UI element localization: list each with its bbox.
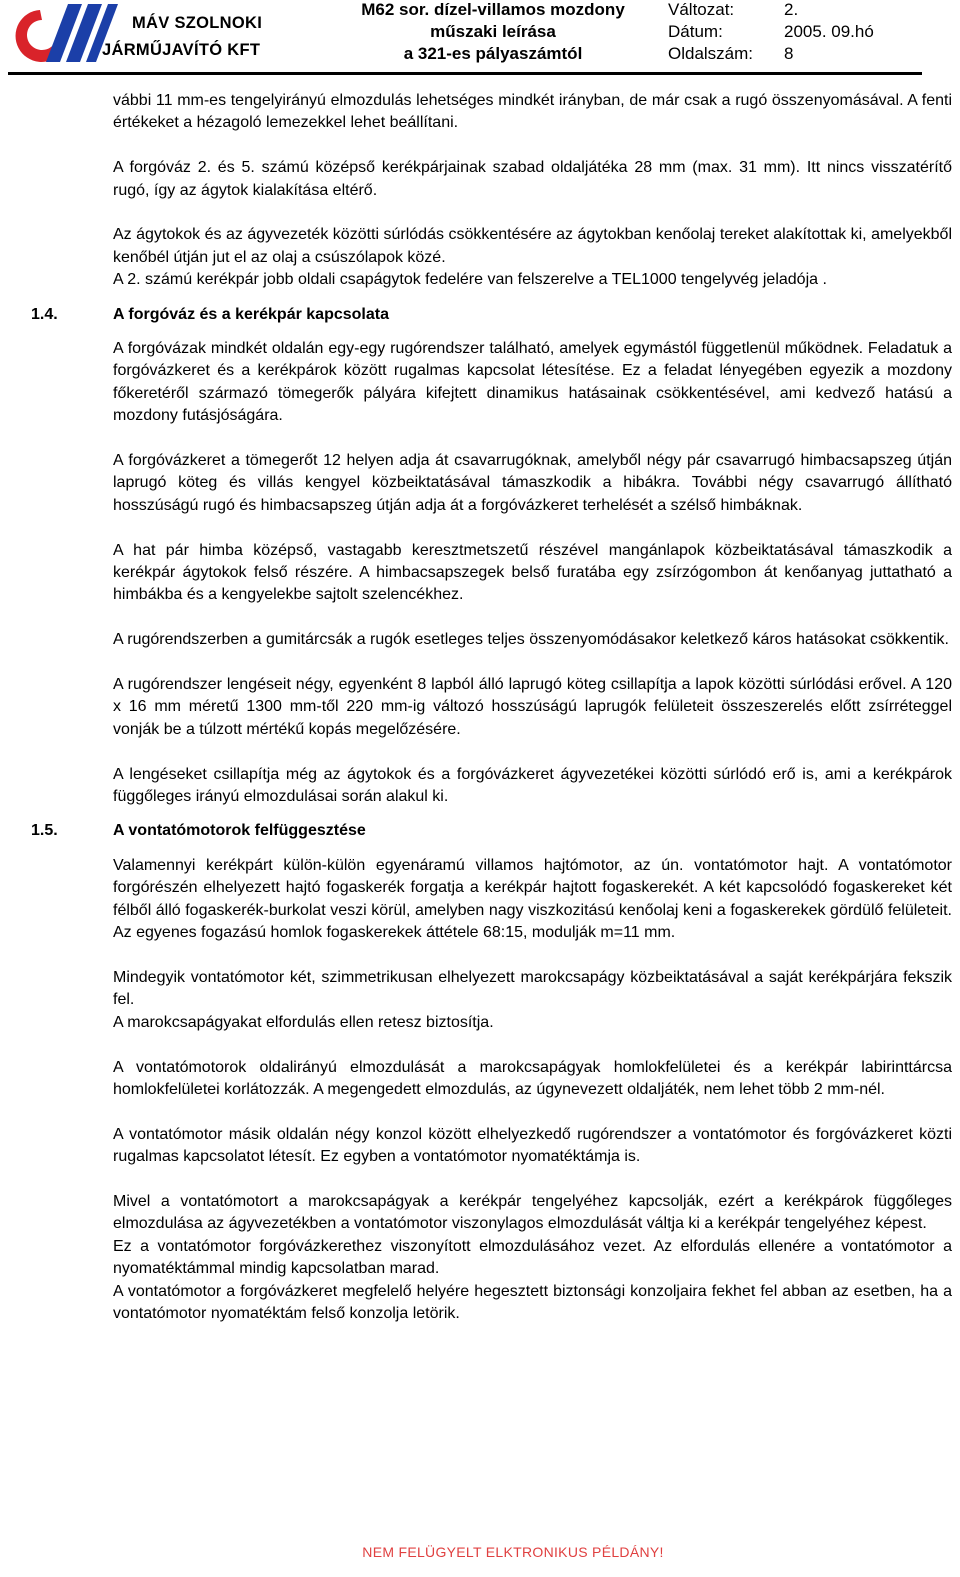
title-line-2: műszaki leírása bbox=[430, 22, 556, 41]
page-header bbox=[8, 0, 922, 75]
meta-label: Dátum: bbox=[668, 22, 723, 41]
paragraph: Mivel a vontatómotort a marokcsapágyak a kerékpár tengelyéhez kapcsolják, ezért a kerékpárok függőleges elmozdulása az ágyvezetékben a vontatómotor viszonylagos elmozdulását váltja ki a kerékpár tengelyéhez képest. bbox=[113, 1192, 952, 1233]
paragraph: A rugórendszerben a gumitárcsák a rugók esetleges teljes összenyomódásakor keletkező káros hatásokat csökkentik. bbox=[113, 631, 949, 649]
meta-label: Oldalszám: bbox=[668, 44, 754, 63]
section-heading-1-4 bbox=[31, 304, 952, 326]
section-number: 1.4. bbox=[31, 305, 58, 323]
meta-date bbox=[668, 21, 874, 43]
meta-value: 2. bbox=[784, 0, 799, 19]
paragraph: A forgóváz 2. és 5. számú középső kerékpárjainak szabad oldaljátéka 28 mm (max. 31 mm). Itt nincs visszatérítő rugó, így az ágytok kialakítása eltérő. bbox=[113, 159, 952, 199]
company-line-1: MÁV SZOLNOKI bbox=[132, 14, 263, 32]
section-number: 1.5. bbox=[31, 822, 58, 840]
paragraph: A hat pár himba középső, vastagabb keresztmetszetű részével mangánlapok közbeiktatásával támaszkodik a kerékpár ágytokok felső részére. A himbacsapszegek belső furatába egy zsírzógombon át kenőanyag juttatható a himbákba és a kengyelekbe sajtolt szelencékhez. bbox=[113, 541, 952, 604]
document-meta bbox=[668, 0, 874, 65]
paragraph: A vontatómotor másik oldalán négy konzol között elhelyezkedő rugórendszer a vontatómotor és forgóvázkeret közti rugalmas kapcsolatot létesít. Ez egyben a vontatómotor nyomatéktámja is. bbox=[113, 1125, 952, 1166]
paragraph: A forgóvázkeret a tömegerőt 12 helyen adja át csavarrugóknak, amelyből négy pár csavarrugó himbacsapszeg útján laprugó köteg és villás kengyel közbeiktatásával támaszkodik a hibákra. További négy csavarrugó állítható hosszúságú rugó és himbacsapszeg útján adja át a forgóvázkeret terhelését a szélső himbáknak. bbox=[113, 452, 952, 514]
paragraph: Az ágytokok és az ágyvezeték közötti súrlódás csökkentésére az ágytokban kenőolaj tereket alakítottak ki, amelyekből kenőbél útján jut el az olaj a csúszólapok közé. bbox=[113, 226, 952, 266]
title-line-3: a 321-es pályaszámtól bbox=[403, 44, 583, 63]
company-name bbox=[102, 10, 282, 64]
meta-version bbox=[668, 0, 874, 21]
paragraph: A lengéseket csillapítja még az ágytokok és a forgóvázkeret ágyvezetékei közötti súrlódó erő is, ami a kerékpárok függőleges irányú elmozdulásai során alakul ki. bbox=[113, 765, 952, 806]
section-title: A vontatómotorok felfüggesztése bbox=[113, 822, 366, 840]
paragraph: Valamennyi kerékpárt külön-külön egyenáramú villamos hajtómotor, az ún. vontatómotor hajt. A vontatómotor forgórészén elhelyezett hajtó fogaskerék forgatja a kerékpár hajtott fogaskerekét. A két kapcsolódó fogaskereket két félből álló fogaskerék-burkolat veszi körül, amelyben nagy viszkozitású kenőolaj keni a fogaskerekek gördülő felületeit. Az egyenes fogazású homlok fogaskerekek áttétele 68:15, modulják m=11 mm. bbox=[113, 856, 952, 942]
paragraph: A 2. számú kerékpár jobb oldali csapágytok fedelére van felszerelve a TEL1000 tengelyvég jeladója . bbox=[113, 271, 827, 289]
uncontrolled-copy-watermark: NEM FELÜGYELT ELKTRONIKUS PÉLDÁNY! bbox=[362, 1544, 664, 1560]
section-heading-1-5 bbox=[31, 820, 952, 842]
paragraph: A forgóvázak mindkét oldalán egy-egy rugórendszer található, amelyek egymástól függetlenül működnek. Feladatuk a forgóvázkeret és a kerékpárok között rugalmas kapcsolat létesítése. Ez a feladat lényegében egyezik a mozdony főkeretéről származó tömegerők pályára kifejtett dinamikus hatásainak csökkentésével, ami kedvező hatású a mozdony futásjóságára. bbox=[113, 340, 952, 425]
paragraph: A marokcsapágyakat elfordulás ellen retesz biztosítja. bbox=[113, 1013, 494, 1031]
meta-value: 2005. 09.hó bbox=[784, 22, 874, 41]
title-line-1: M62 sor. dízel-villamos mozdony bbox=[361, 0, 625, 19]
meta-page bbox=[668, 43, 874, 65]
section-title: A forgóváz és a kerékpár kapcsolata bbox=[113, 305, 389, 323]
meta-value: 8 bbox=[784, 44, 794, 63]
paragraph: A rugórendszer lengéseit négy, egyenként 8 lapból álló laprugó köteg csillapítja a lapok közötti súrlódási erővel. A 120 x 16 mm méretű 1300 mm-től 220 mm-ig változó hosszúságú laprugók felületeit összeszerelés előtt zsírréteggel vonják be a túlzott mértékű kopás megelőzésére. bbox=[113, 676, 952, 738]
document-title bbox=[333, 0, 653, 65]
paragraph: Mindegyik vontatómotor két, szimmetrikusan elhelyezett marokcsapágy közbeiktatásával a saját kerékpárjára fekszik fel. bbox=[113, 968, 952, 1009]
meta-label: Változat: bbox=[668, 0, 735, 19]
paragraph: vábbi 11 mm-es tengelyirányú elmozdulás lehetséges mindkét irányban, de már csak a rugó összenyomásával. A fenti értékeket a hézagoló lemezekkel lehet beállítani. bbox=[113, 92, 952, 132]
document-body bbox=[0, 90, 960, 1325]
paragraph: A vontatómotorok oldalirányú elmozdulását a marokcsapágyak homlokfelületei és a kerékpár labirinttárcsa homlokfelületei korlátozzák. A megengedett elmozdulás, az úgynevezett oldaljáték, nem lehet több 2 mm-nél. bbox=[113, 1058, 952, 1098]
paragraph: Ez a vontatómotor forgóvázkerethez viszonyított elmozdulásához vezet. Az elfordulás ellenére a vontatómotor a nyomatéktámmal mindig kapcsolatban marad. bbox=[113, 1237, 952, 1278]
company-line-2: JÁRMŰJAVÍTÓ KFT bbox=[102, 41, 261, 59]
paragraph: A vontatómotor a forgóvázkeret megfelelő helyére hegesztett biztonsági konzoljaira fekhet fel abban az esetben, ha a vontatómotor nyomatéktám felső konzolja letörik. bbox=[113, 1282, 952, 1322]
